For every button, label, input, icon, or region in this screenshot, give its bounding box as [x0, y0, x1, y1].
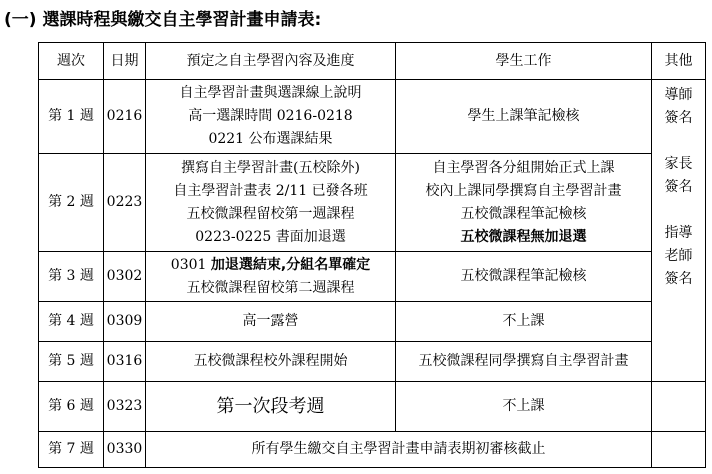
date-cell: 0302 [104, 252, 146, 302]
schedule-table [38, 42, 706, 468]
table-row [39, 154, 706, 252]
work-cell [396, 154, 652, 252]
work-cell [396, 252, 652, 302]
week-cell: 第 1 週 [39, 80, 104, 154]
header-other: 其他 [652, 43, 706, 80]
content-line: 0223-0225 書面加退選 [195, 228, 346, 245]
week-cell: 第 5 週 [39, 342, 104, 382]
date-cell: 0323 [104, 382, 146, 432]
content-line: 五校微課程留校第二週課程 [186, 279, 355, 296]
header-week: 週次 [39, 43, 104, 80]
content-line: 自主學習計畫表 2/11 已發各班 [173, 182, 368, 199]
work-line: 五校微課程筆記檢核 [460, 268, 587, 284]
table-row [39, 342, 706, 382]
week-cell: 第 3 週 [39, 252, 104, 302]
content-line: 高一選課時間 0216-0218 [188, 108, 353, 124]
table-row [39, 432, 706, 468]
work-line: 學生上課筆記檢核 [467, 108, 580, 124]
content-date-prefix: 0301 [170, 256, 211, 273]
week-cell: 第 2 週 [39, 154, 104, 252]
work-line: 校內上課同學撰寫自主學習計畫 [425, 182, 622, 199]
table-row [39, 252, 706, 302]
work-line: 不上課 [502, 398, 545, 414]
header-date: 日期 [104, 43, 146, 80]
content-cell [146, 302, 396, 342]
header-row [39, 43, 706, 80]
table-row [39, 382, 706, 432]
work-line: 自主學習各分組開始正式上課 [432, 159, 615, 176]
content-line: 高一露營 [242, 313, 299, 329]
date-cell: 0330 [104, 432, 146, 468]
work-cell [396, 382, 652, 432]
work-line: 五校微課程筆記檢核 [460, 205, 587, 222]
homeroom-signature-label: 導師 簽名 [664, 87, 693, 126]
content-line: 自主學習計畫與選課線上說明 [179, 85, 362, 101]
date-cell: 0316 [104, 342, 146, 382]
work-line: 五校微課程同學撰寫自主學習計畫 [418, 353, 629, 369]
content-line: 0221 公布選課結果 [208, 131, 333, 147]
date-cell: 0216 [104, 80, 146, 154]
work-line: 不上課 [502, 313, 545, 329]
content-cell [146, 382, 396, 432]
week-cell: 第 4 週 [39, 302, 104, 342]
other-cell [652, 80, 706, 382]
content-line [146, 254, 395, 277]
content-cell [146, 252, 396, 302]
other-cell-empty [652, 382, 706, 432]
content-cell [146, 80, 396, 154]
work-line-emphasis: 五校微課程無加退選 [460, 228, 587, 245]
week-cell: 第 6 週 [39, 382, 104, 432]
work-cell [396, 342, 652, 382]
date-cell: 0223 [104, 154, 146, 252]
content-line: 五校微課程校外課程開始 [193, 353, 348, 369]
section-heading: (一) 選課時程與繳交自主學習計畫申請表: [4, 10, 322, 30]
content-line: 五校微課程留校第一週課程 [186, 205, 355, 222]
content-emphasis: 加退選結束,分組名單確定 [210, 256, 371, 273]
parent-signature-label: 家長 簽名 [664, 156, 693, 195]
header-work: 學生工作 [396, 43, 652, 80]
week-cell: 第 7 週 [39, 432, 104, 468]
header-content: 預定之自主學習內容及進度 [146, 43, 396, 80]
advisor-signature-label: 指導 老師 簽名 [664, 225, 693, 287]
content-line: 第一次段考週 [216, 396, 325, 417]
table-row [39, 302, 706, 342]
date-cell: 0309 [104, 302, 146, 342]
work-cell [396, 302, 652, 342]
work-cell [396, 80, 652, 154]
merged-content-cell: 所有學生繳交自主學習計畫申請表期初審核截止 [146, 432, 652, 468]
other-cell-empty [652, 432, 706, 468]
table-row [39, 80, 706, 154]
content-line: 撰寫自主學習計畫(五校除外) [181, 159, 360, 176]
content-cell [146, 342, 396, 382]
content-cell [146, 154, 396, 252]
